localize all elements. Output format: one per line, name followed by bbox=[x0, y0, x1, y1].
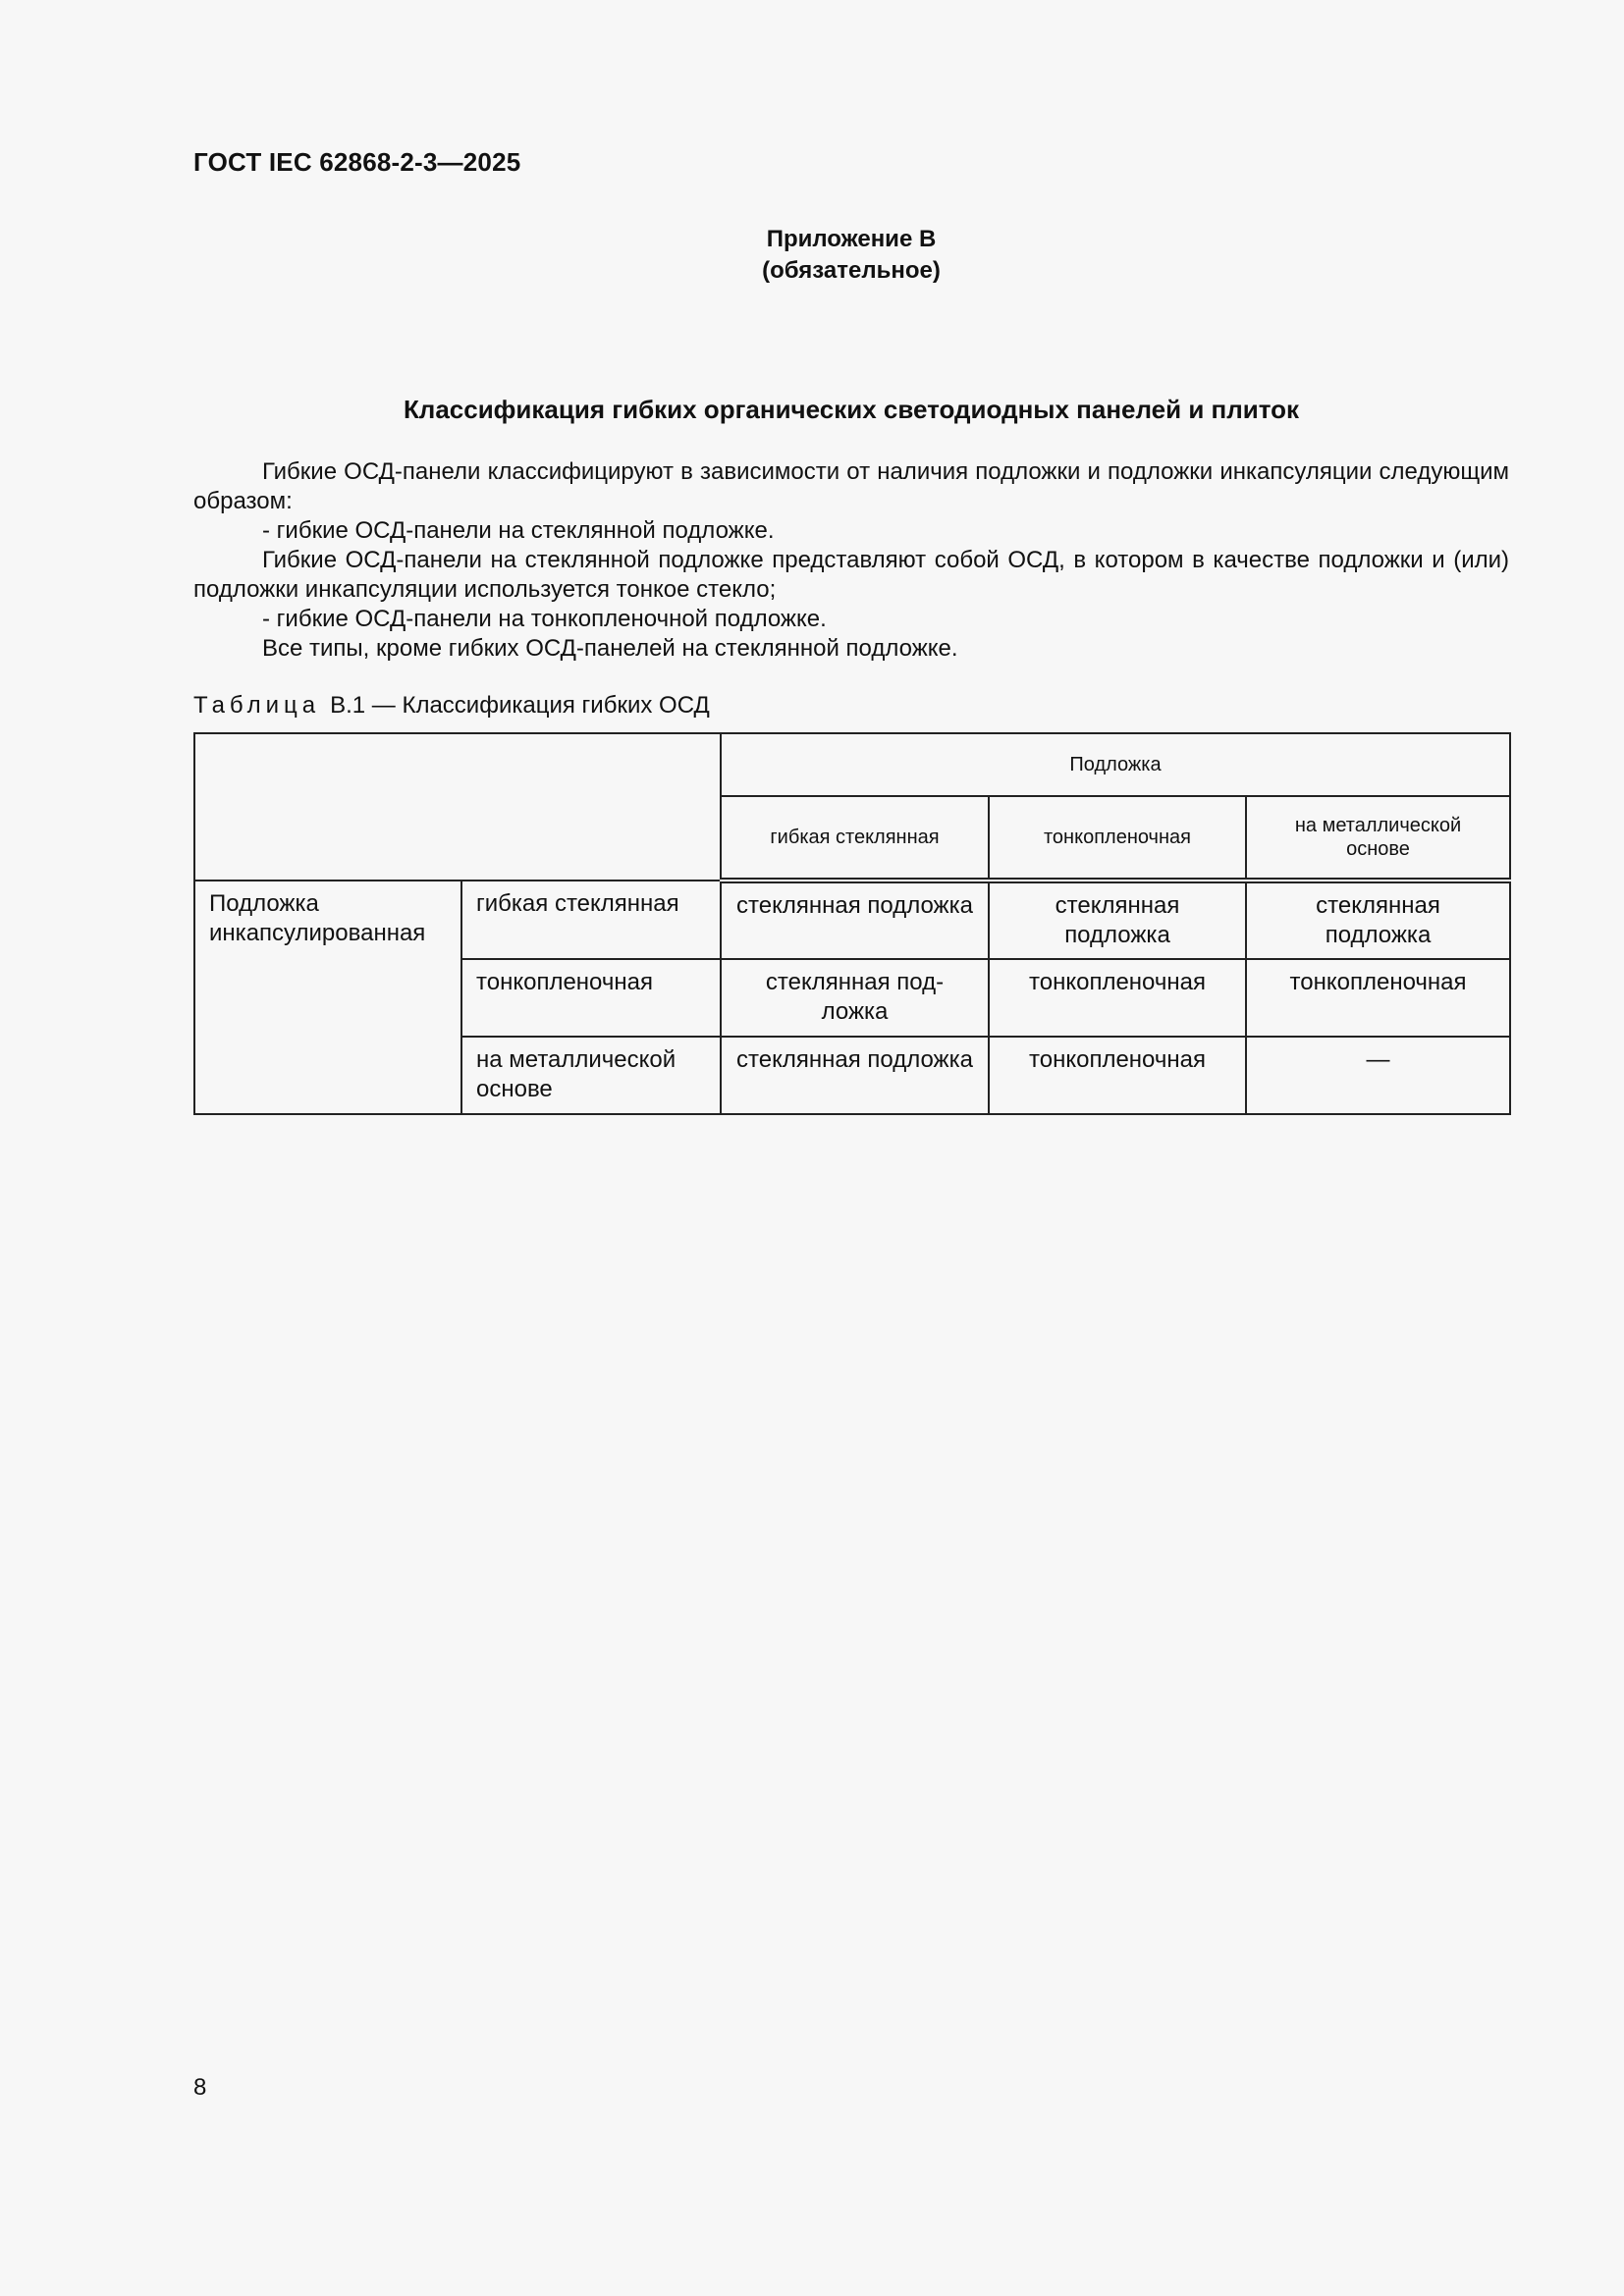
paragraph: - гибкие ОСД-панели на стеклянной подложке. bbox=[262, 517, 775, 544]
table-header-row bbox=[194, 733, 1510, 796]
paragraph: Гибкие ОСД-панели на стеклянной подложке представляют собой ОСД, в котором в качестве подложки и (или) подложки инкапсуляции используется тонкое стекло; bbox=[193, 547, 1509, 603]
table-corner-cell bbox=[194, 733, 721, 881]
appendix-title: Приложение В bbox=[766, 226, 937, 252]
table-cell: стеклянная подложка bbox=[989, 881, 1246, 959]
table-caption-text: В.1 — Классификация гибких ОСД bbox=[330, 692, 710, 719]
table-cell: тонкопленочная bbox=[989, 959, 1246, 1037]
body-text bbox=[193, 457, 1509, 664]
document-code: ГОСТ IEC 62868-2-3—2025 bbox=[193, 147, 521, 177]
row-label: тонкопленочная bbox=[461, 959, 721, 1037]
table-cell: тонкопленочная bbox=[989, 1037, 1246, 1114]
row-label: на металлической основе bbox=[461, 1037, 721, 1114]
row-label: гибкая стеклянная bbox=[461, 881, 721, 959]
paragraph: - гибкие ОСД-панели на тонкопленочной подложке. bbox=[262, 606, 827, 632]
column-header: тонкопленочная bbox=[989, 796, 1246, 881]
table-cell: стеклянная подложка bbox=[721, 881, 989, 959]
group-header-cell: Подложка bbox=[721, 733, 1510, 796]
paragraph: Все типы, кроме гибких ОСД-панелей на стеклянной подложке. bbox=[262, 635, 958, 662]
table-caption-label: Таблица bbox=[193, 692, 321, 719]
table-caption bbox=[193, 692, 710, 720]
classification-table bbox=[193, 732, 1511, 1115]
table-row bbox=[194, 881, 1510, 959]
table-cell: тонкопленочная bbox=[1246, 959, 1510, 1037]
column-header: гибкая стеклянная bbox=[721, 796, 989, 881]
table-cell: стеклянная под-ложка bbox=[721, 959, 989, 1037]
row-group-label: Подложка инкапсулированная bbox=[194, 881, 461, 1114]
appendix-status: (обязательное) bbox=[762, 257, 941, 284]
table-cell: стеклянная подложка bbox=[1246, 881, 1510, 959]
classification-table-wrapper bbox=[193, 732, 1509, 1115]
table-cell: — bbox=[1246, 1037, 1510, 1114]
page-number: 8 bbox=[193, 2074, 207, 2101]
table-cell: стеклянная подложка bbox=[721, 1037, 989, 1114]
paragraph: Гибкие ОСД-панели классифицируют в зависимости от наличия подложки и подложки инкапсуляции следующим образом: bbox=[193, 458, 1509, 514]
column-header: на металлической основе bbox=[1246, 796, 1510, 881]
section-heading: Классификация гибких органических светодиодных панелей и плиток bbox=[403, 395, 1300, 424]
